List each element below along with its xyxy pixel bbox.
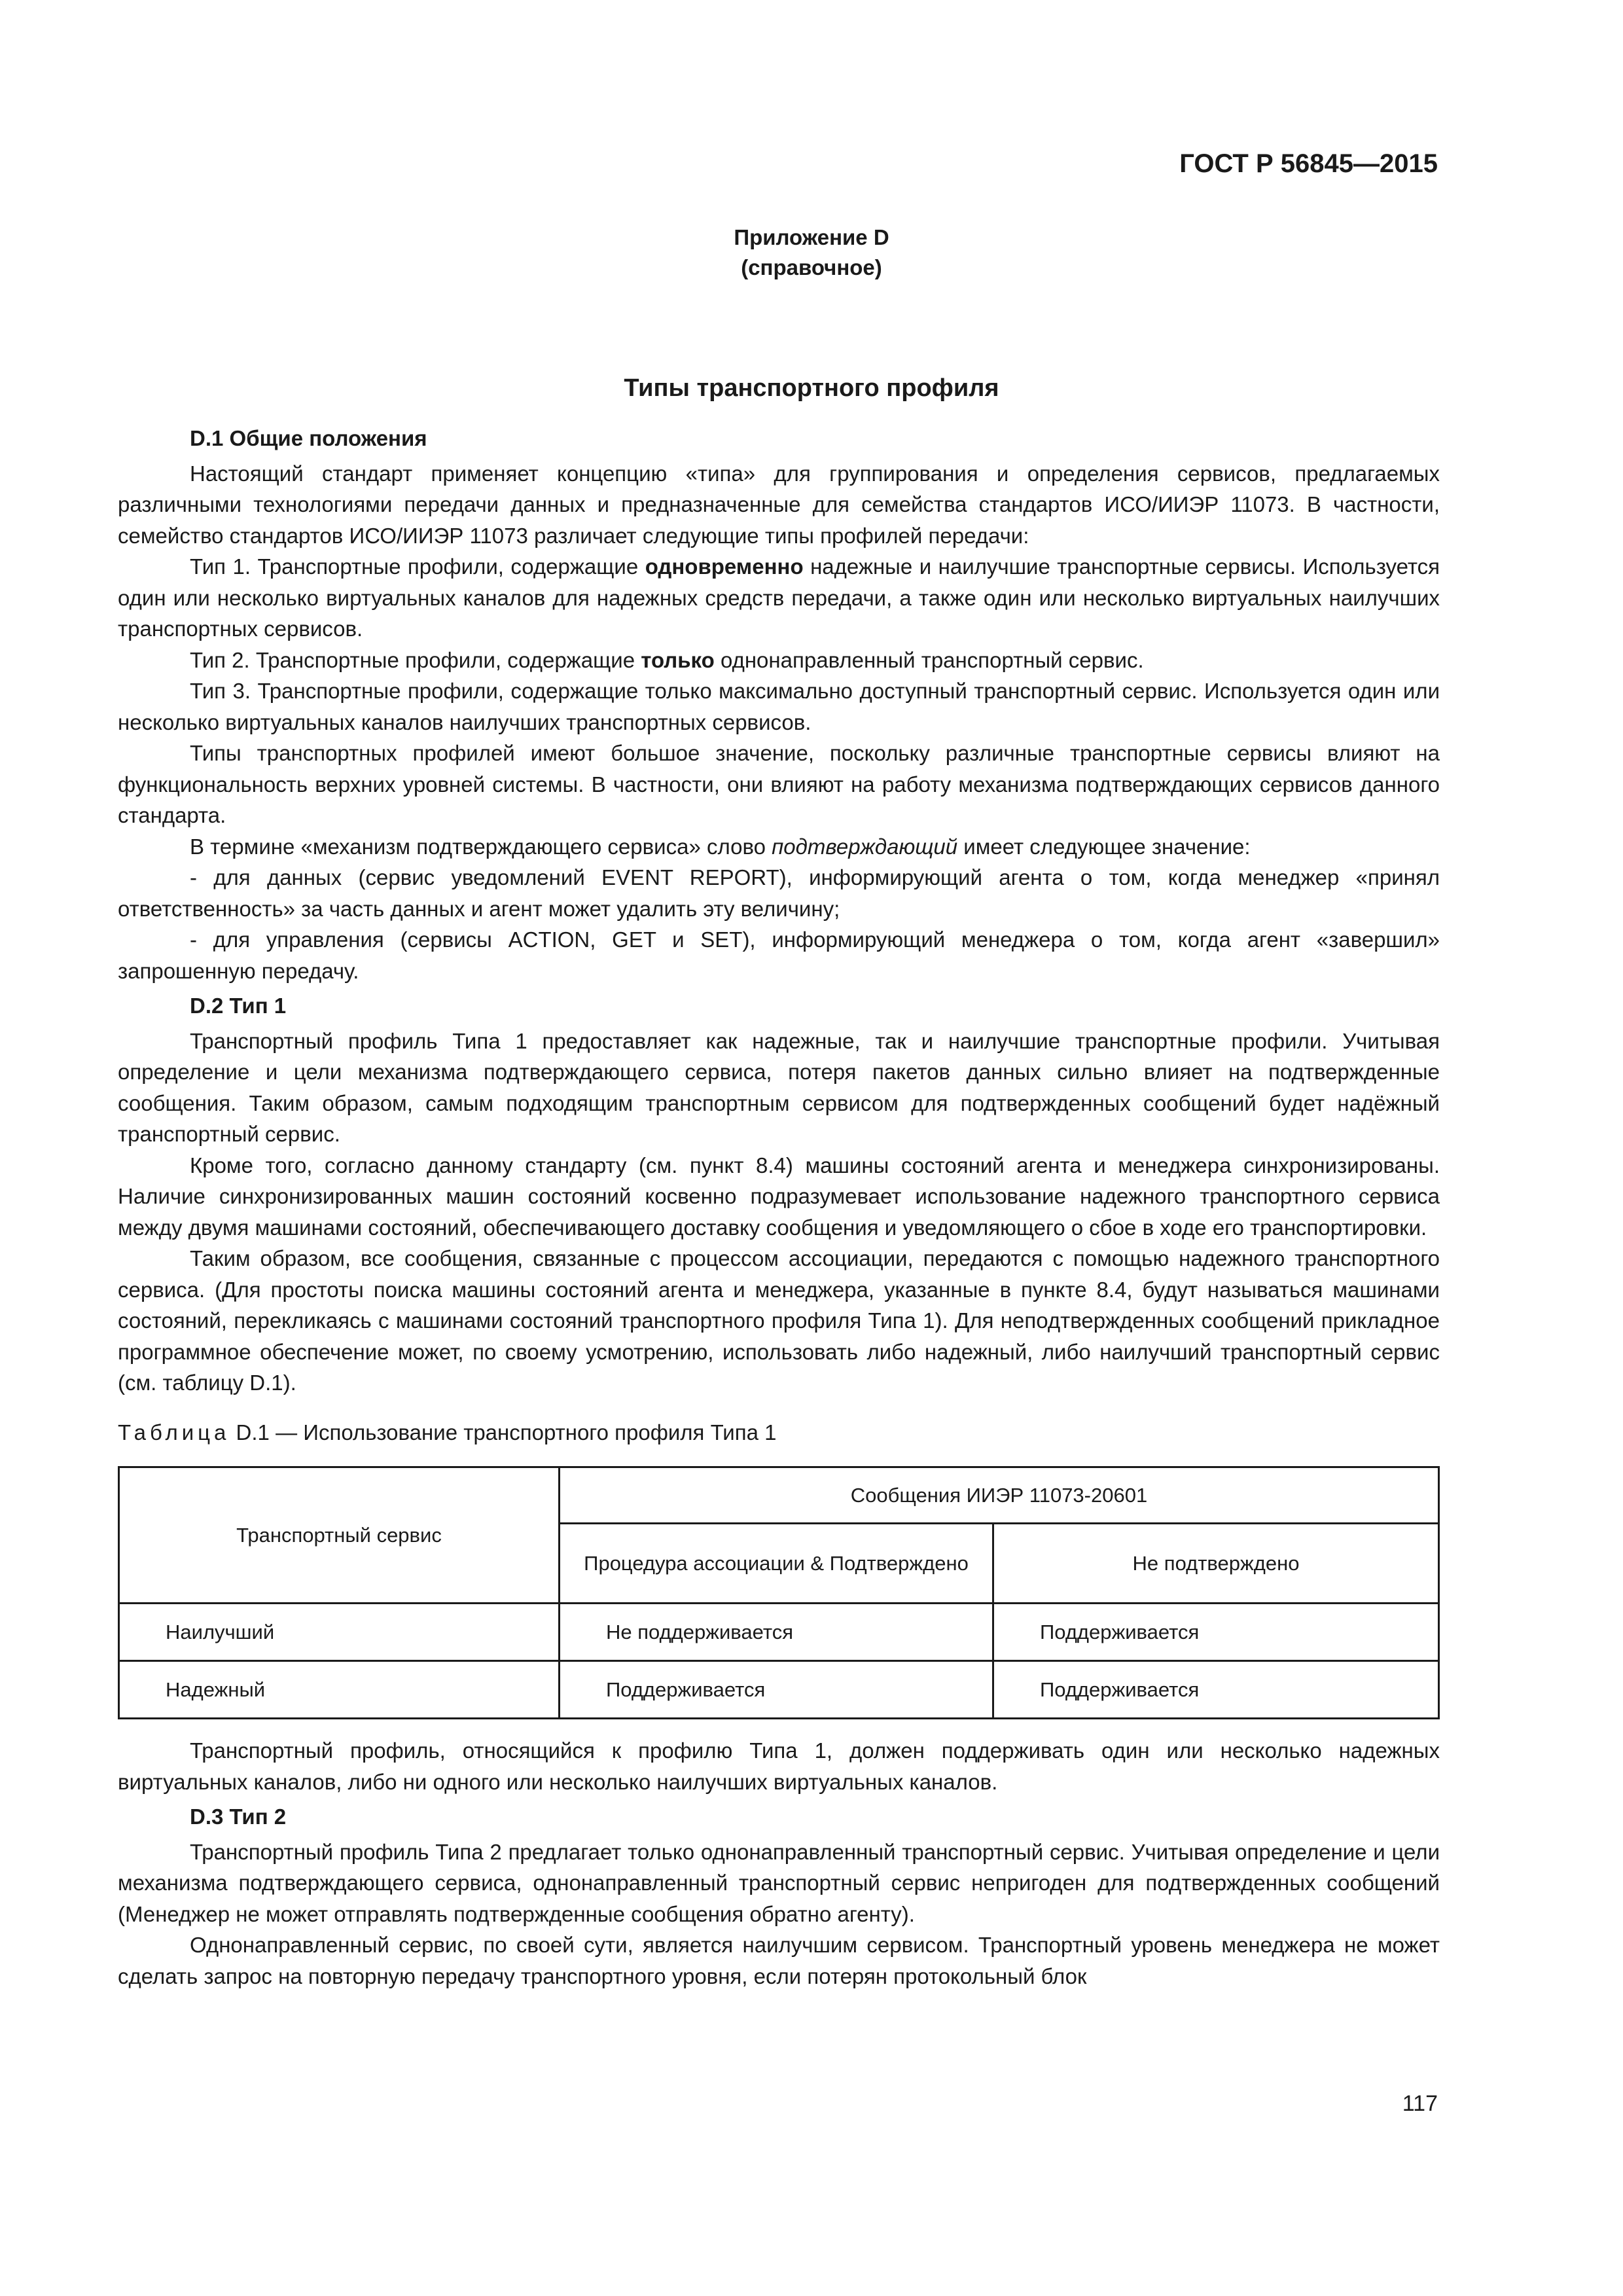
d2-paragraph-3: Таким образом, все сообщения, связанные с процессом ассоциации, передаются с помощью надежного транспортного сервиса. (Для простоты поиска машины состояний агента и менеджера, указанные в пункте 8.4, будут называться машинами состояний, перекликаясь с машинами состояний транспортного профиля Типа 1). Для неподтвержденных сообщений прикладное программное обеспечение может, по своему усмотрению, использовать либо надежный, либо наилучший транспортный сервис (см. таблицу D.1).: [118, 1246, 1440, 1395]
d1-paragraph-term: [118, 831, 1440, 863]
text-run: имеет следующее значение:: [957, 834, 1251, 859]
emphasis-bold: только: [641, 647, 715, 672]
text-run: Тип 2. Транспортные профили, содержащие: [190, 647, 641, 672]
cell-service: Надежный: [119, 1661, 560, 1719]
emphasis-bold: одновременно: [645, 554, 804, 579]
body-text: [118, 419, 1440, 1992]
d1-paragraph-1: Настоящий стандарт применяет концепцию «типа» для группирования и определения сервисов, предлагаемых различными технологиями передачи данных и предназначенные для семейства стандартов ИСО/ИИЭР 11073. В частности, семейство стандартов ИСО/ИИЭР 11073 различает следующие типы профилей передачи:: [118, 461, 1440, 548]
table-caption: [118, 1417, 1440, 1448]
text-run: однонаправленный транспортный сервис.: [714, 647, 1144, 672]
d1-paragraph-type2: [118, 645, 1440, 676]
table-caption-text: D.1 — Использование транспортного профиля Типа 1: [230, 1420, 777, 1444]
d3-paragraph-1: Транспортный профиль Типа 2 предлагает только однонаправленный транспортный сервис. Учитывая определение и цели механизма подтверждающего сервиса, однонаправленный транспортный сервис непригоден для подтвержденных сообщений (Менеджер не может отправлять подтвержденные сообщения обратно агенту).: [118, 1839, 1440, 1926]
text-run: надежные и наилучшие транспортные сервисы. Используется один или несколько виртуальных каналов для надежных средств передачи, а также один или несколько виртуальных наилучших транспортных сервисов.: [118, 554, 1440, 641]
d1-paragraph-type1: [118, 551, 1440, 645]
annex-title: Приложение D: [734, 225, 889, 249]
document-code: ГОСТ Р 56845—2015: [1179, 149, 1438, 178]
d1-paragraph-importance: Типы транспортных профилей имеют большое значение, поскольку различные транспортные сервисы влияют на функциональность верхних уровней системы. В частности, они влияют на работу механизма подтверждающих сервисов данного стандарта.: [118, 741, 1440, 827]
cell-association: Не поддерживается: [560, 1604, 993, 1661]
d1-list-item-control: - для управления (сервисы ACTION, GET и SET), информирующий менеджера о том, когда агент «завершил» запрошенную передачу.: [118, 927, 1440, 983]
section-title: Типы транспортного профиля: [624, 374, 999, 402]
text-run: Тип 1. Транспортные профили, содержащие: [190, 554, 645, 579]
table-row: [119, 1661, 1439, 1719]
d3-heading: D.3 Тип 2: [190, 1804, 287, 1829]
header-association-confirmed: Процедура ассоциации & Подтверждено: [560, 1524, 993, 1604]
d1-paragraph-type3: Тип 3. Транспортные профили, содержащие только максимально доступный транспортный сервис. Используется один или несколько виртуальных каналов наилучших транспортных сервисов.: [118, 679, 1440, 734]
transport-profile-table: [118, 1466, 1440, 1719]
d1-heading: D.1 Общие положения: [190, 426, 427, 450]
header-transport-service: Транспортный сервис: [119, 1467, 560, 1604]
emphasis-italic: подтверждающий: [772, 834, 958, 859]
header-messages-group: Сообщения ИИЭР 11073-20601: [560, 1467, 1439, 1524]
text-run: В термине «механизм подтверждающего сервиса» слово: [190, 834, 772, 859]
d2-paragraph-1: Транспортный профиль Типа 1 предоставляет как надежные, так и наилучшие транспортные профили. Учитывая определение и цели механизма подтверждающего сервиса, потеря пакетов данных сильно влияет на подтвержденные сообщения. Таким образом, самым подходящим транспортным сервисом для подтвержденных сообщений будет надёжный транспортный сервис.: [118, 1028, 1440, 1146]
cell-association: Поддерживается: [560, 1661, 993, 1719]
d3-paragraph-2: Однонаправленный сервис, по своей сути, является наилучшим сервисом. Транспортный уровень менеджера не может сделать запрос на повторную передачу транспортного уровня, если потерян протокольный блок: [118, 1933, 1440, 1988]
d1-list-item-data: - для данных (сервис уведомлений EVENT REPORT), информирующий агента о том, когда менеджер «принял ответственность» за часть данных и агент может удалить эту величину;: [118, 865, 1440, 921]
d2-paragraph-2: Кроме того, согласно данному стандарту (см. пункт 8.4) машины состояний агента и менеджера синхронизированы. Наличие синхронизированных машин состояний косвенно подразумевает использование надежного транспортного сервиса между двумя машинами состояний, обеспечивающего доставку сообщения и уведомляющего о сбое в ходе его транспортировки.: [118, 1153, 1440, 1240]
table-header-row: [119, 1467, 1439, 1524]
table-caption-word: Таблица: [118, 1420, 230, 1444]
annex-subtitle: (справочное): [741, 255, 882, 279]
cell-service: Наилучший: [119, 1604, 560, 1661]
cell-unconfirmed: Поддерживается: [993, 1661, 1439, 1719]
d2-paragraph-4: Транспортный профиль, относящийся к профилю Типа 1, должен поддерживать один или несколько надежных виртуальных каналов, либо ни одного или несколько наилучших виртуальных каналов.: [118, 1738, 1440, 1794]
d2-heading: D.2 Тип 1: [190, 994, 287, 1018]
header-unconfirmed: Не подтверждено: [993, 1524, 1439, 1604]
table-row: [119, 1604, 1439, 1661]
cell-unconfirmed: Поддерживается: [993, 1604, 1439, 1661]
page-number: 117: [1402, 2091, 1438, 2116]
